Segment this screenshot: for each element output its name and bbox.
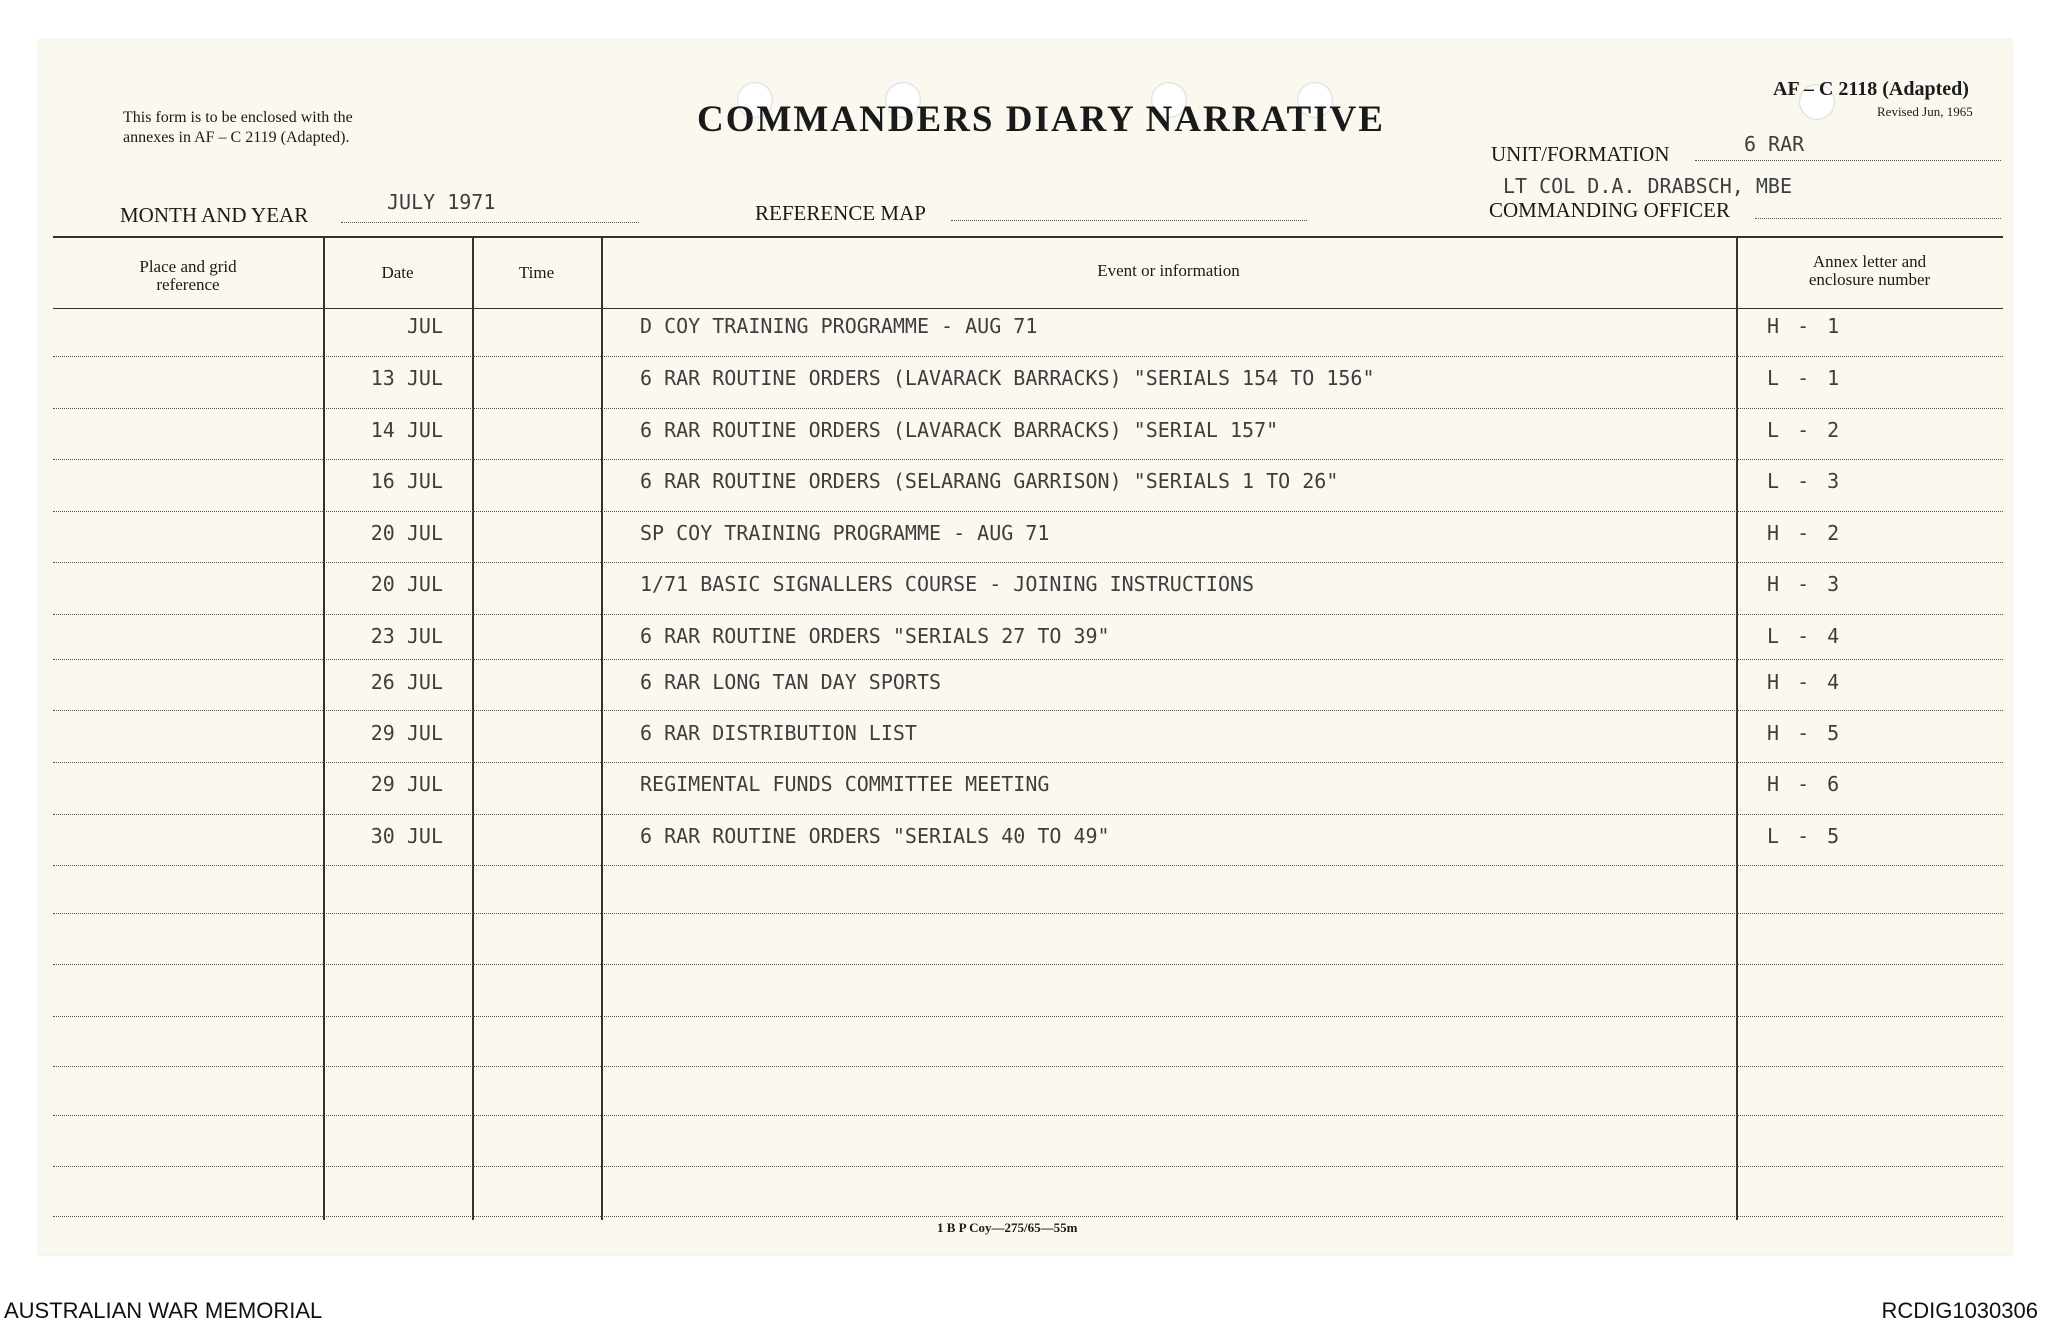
month-year-value: JULY 1971: [387, 190, 496, 214]
entry-date: 20 JUL: [370, 572, 443, 596]
entry-event: 6 RAR ROUTINE ORDERS "SERIALS 27 TO 39": [640, 624, 1110, 648]
entry-annex: H - 4: [1767, 670, 1840, 694]
row-guide-line: [53, 1216, 2003, 1217]
column-divider: [601, 236, 603, 1220]
reference-map-line: [951, 220, 1307, 221]
table-header-rule: [53, 308, 2003, 309]
entry-date: 16 JUL: [370, 469, 443, 493]
entry-date: 23 JUL: [370, 624, 443, 648]
commanding-officer-line: [1755, 218, 2001, 219]
column-divider: [1736, 236, 1738, 1220]
form-number: AF – C 2118 (Adapted): [1773, 78, 1969, 100]
entry-annex: L - 3: [1767, 469, 1840, 493]
header-date: Date: [381, 263, 414, 282]
row-guide-line: [53, 459, 2003, 460]
row-guide-line: [53, 762, 2003, 763]
column-divider: [472, 236, 474, 1220]
row-guide-line: [53, 1066, 2003, 1067]
entry-annex: L - 1: [1767, 366, 1840, 390]
entry-date: 29 JUL: [370, 772, 443, 796]
entry-event: 6 RAR ROUTINE ORDERS (LAVARACK BARRACKS) "SERIAL 157": [640, 418, 1279, 442]
entry-event: D COY TRAINING PROGRAMME - AUG 71: [640, 314, 1038, 338]
entry-annex: H - 6: [1767, 772, 1840, 796]
unit-formation-line: [1695, 160, 2001, 161]
row-guide-line: [53, 356, 2003, 357]
row-guide-line: [53, 614, 2003, 615]
entry-event: SP COY TRAINING PROGRAMME - AUG 71: [640, 521, 1050, 545]
table-top-rule: [53, 236, 2003, 238]
enclosure-note-line2: annexes in AF – C 2119 (Adapted).: [123, 129, 350, 146]
month-year-line: [341, 222, 639, 223]
form-title: COMMANDERS DIARY NARRATIVE: [697, 99, 1385, 140]
entry-event: 6 RAR LONG TAN DAY SPORTS: [640, 670, 942, 694]
header-annex: Annex letter and enclosure number: [1808, 252, 1931, 289]
entry-annex: H - 5: [1767, 721, 1840, 745]
entry-event: 6 RAR ROUTINE ORDERS (SELARANG GARRISON) "SERIALS 1 TO 26": [640, 469, 1339, 493]
archive-caption-right: RCDIG1030306: [1881, 1298, 2038, 1323]
row-guide-line: [53, 913, 2003, 914]
commanding-officer-value: LT COL D.A. DRABSCH, MBE: [1503, 174, 1792, 198]
entry-date: 30 JUL: [370, 824, 443, 848]
entry-date: 13 JUL: [370, 366, 443, 390]
entry-event: 6 RAR DISTRIBUTION LIST: [640, 721, 917, 745]
row-guide-line: [53, 1016, 2003, 1017]
row-guide-line: [53, 865, 2003, 866]
unit-formation-label: UNIT/FORMATION: [1491, 142, 1670, 166]
header-time: Time: [518, 263, 555, 282]
row-guide-line: [53, 408, 2003, 409]
row-guide-line: [53, 710, 2003, 711]
row-guide-line: [53, 511, 2003, 512]
entry-event: 6 RAR ROUTINE ORDERS (LAVARACK BARRACKS) "SERIALS 154 TO 156": [640, 366, 1375, 390]
archive-caption-left: AUSTRALIAN WAR MEMORIAL: [4, 1298, 323, 1323]
entry-date: 29 JUL: [370, 721, 443, 745]
diary-form-sheet: [39, 40, 2012, 1255]
enclosure-note-line1: This form is to be enclosed with the: [123, 109, 353, 126]
reference-map-label: REFERENCE MAP: [755, 201, 926, 225]
revised-date: Revised Jun, 1965: [1877, 104, 1973, 119]
entry-annex: L - 2: [1767, 418, 1840, 442]
row-guide-line: [53, 659, 2003, 660]
entry-event: 6 RAR ROUTINE ORDERS "SERIALS 40 TO 49": [640, 824, 1110, 848]
unit-formation-value: 6 RAR: [1744, 132, 1805, 156]
entry-date: 26 JUL: [370, 670, 443, 694]
entry-annex: L - 4: [1767, 624, 1840, 648]
entry-event: 1/71 BASIC SIGNALLERS COURSE - JOINING INSTRUCTIONS: [640, 572, 1255, 596]
commanding-officer-label: COMMANDING OFFICER: [1489, 198, 1730, 222]
row-guide-line: [53, 814, 2003, 815]
printer-imprint: 1 B P Coy—275/65—55m: [937, 1220, 1078, 1235]
entry-annex: L - 5: [1767, 824, 1840, 848]
entry-annex: H - 2: [1767, 521, 1840, 545]
header-place-grid: Place and grid reference: [139, 257, 237, 294]
entry-annex: H - 1: [1767, 314, 1840, 338]
row-guide-line: [53, 1115, 2003, 1116]
row-guide-line: [53, 1166, 2003, 1167]
row-guide-line: [53, 964, 2003, 965]
entry-event: REGIMENTAL FUNDS COMMITTEE MEETING: [640, 772, 1050, 796]
entry-annex: H - 3: [1767, 572, 1840, 596]
entry-date: 20 JUL: [370, 521, 443, 545]
entry-date: 14 JUL: [370, 418, 443, 442]
month-year-label: MONTH AND YEAR: [120, 203, 309, 227]
row-guide-line: [53, 562, 2003, 563]
header-event: Event or information: [1097, 261, 1240, 280]
entry-date: JUL: [406, 314, 443, 338]
